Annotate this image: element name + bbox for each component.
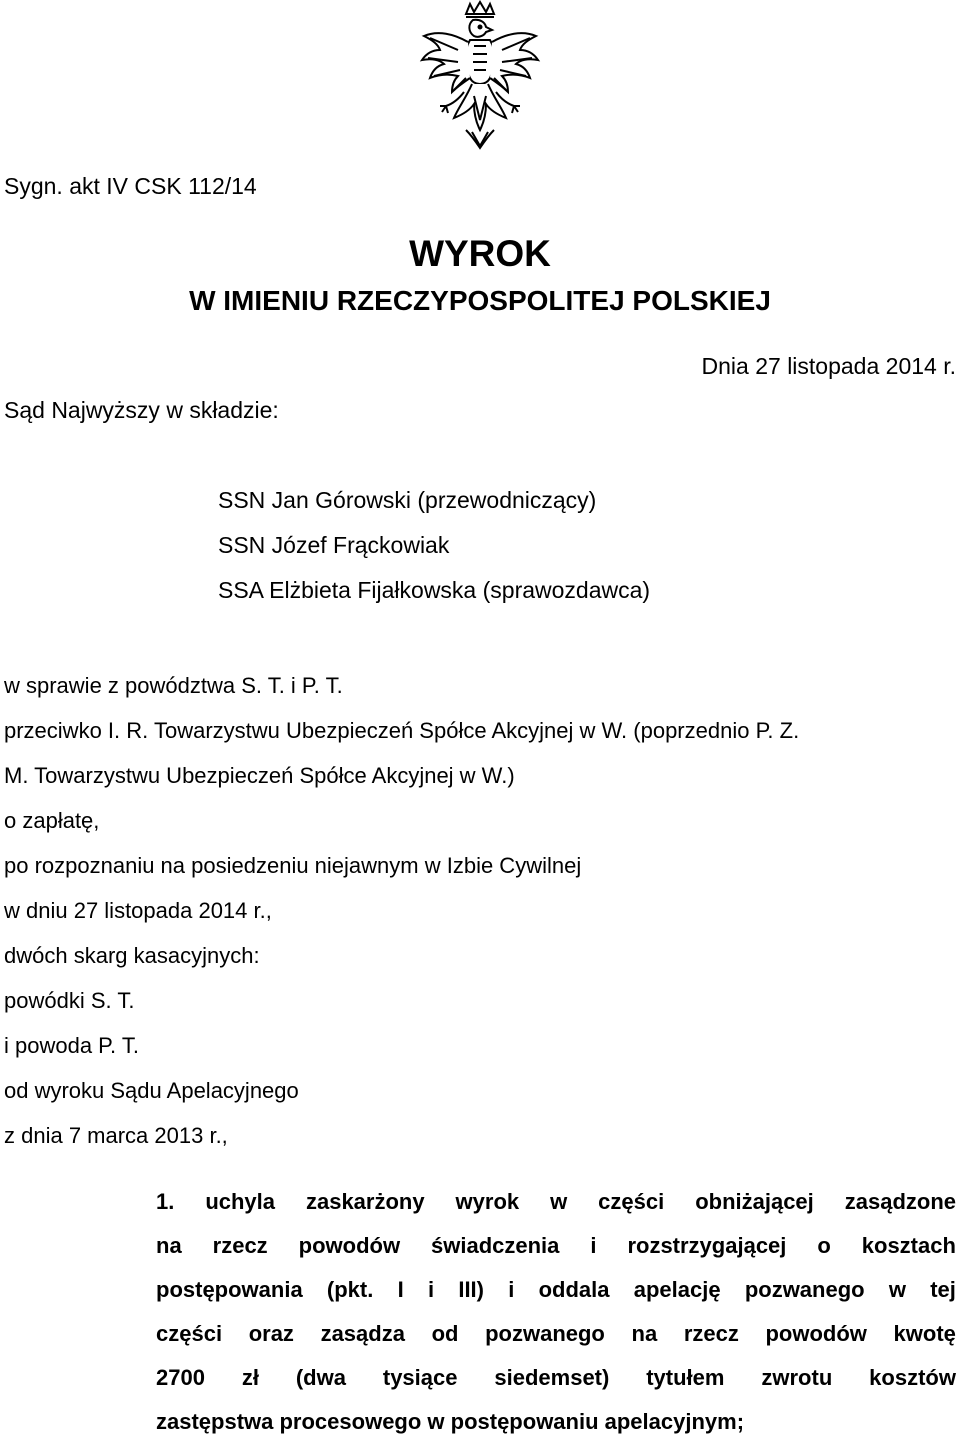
ruling-line: na rzecz powodów świadczenia i rozstrzygającej o kosztach: [156, 1233, 956, 1258]
judge-member: SSN Józef Frąckowiak: [218, 532, 450, 558]
case-line: w sprawie z powództwa S. T. i P. T.: [4, 673, 343, 698]
case-line: przeciwko I. R. Towarzystwu Ubezpieczeń Spółce Akcyjnej w W. (poprzednio P. Z.: [4, 718, 800, 743]
case-line: i powoda P. T.: [4, 1033, 139, 1058]
case-line: M. Towarzystwu Ubezpieczeń Spółce Akcyjnej w W.): [4, 763, 515, 788]
case-line: od wyroku Sądu Apelacyjnego: [4, 1078, 299, 1103]
judges-panel: [218, 478, 650, 613]
case-signature: Sygn. akt IV CSK 112/14: [4, 173, 257, 199]
document-subtitle: W IMIENIU RZECZYPOSPOLITEJ POLSKIEJ: [189, 285, 771, 316]
case-description: [4, 663, 799, 1158]
judge-presiding: SSN Jan Górowski (przewodniczący): [218, 487, 597, 513]
judge-rapporteur: SSA Elżbieta Fijałkowska (sprawozdawca): [218, 577, 651, 603]
case-line: po rozpoznaniu na posiedzeniu niejawnym w Izbie Cywilnej: [4, 853, 582, 878]
case-line: o zapłatę,: [4, 808, 100, 833]
case-line: w dniu 27 listopada 2014 r.,: [4, 898, 272, 923]
ruling-line: zastępstwa procesowego w postępowaniu apelacyjnym;: [156, 1409, 745, 1434]
ruling-paragraph: [156, 1180, 956, 1444]
judgment-date: Dnia 27 listopada 2014 r.: [701, 353, 956, 379]
ruling-line: postępowania (pkt. I i III) i oddala apelację pozwanego w tej: [156, 1277, 956, 1302]
polish-eagle-emblem-icon: [418, 0, 542, 150]
case-line: dwóch skarg kasacyjnych:: [4, 943, 260, 968]
ruling-line: 1. uchyla zaskarżony wyrok w części obniżającej zasądzone: [156, 1189, 956, 1214]
document-title: WYROK: [409, 233, 551, 274]
court-composition-label: Sąd Najwyższy w składzie:: [4, 397, 279, 423]
ruling-line: 2700 zł (dwa tysiące siedemset) tytułem zwrotu kosztów: [156, 1365, 956, 1390]
ruling-line: części oraz zasądza od pozwanego na rzecz powodów kwotę: [156, 1321, 956, 1346]
case-line: powódki S. T.: [4, 988, 135, 1013]
case-line: z dnia 7 marca 2013 r.,: [4, 1123, 228, 1148]
